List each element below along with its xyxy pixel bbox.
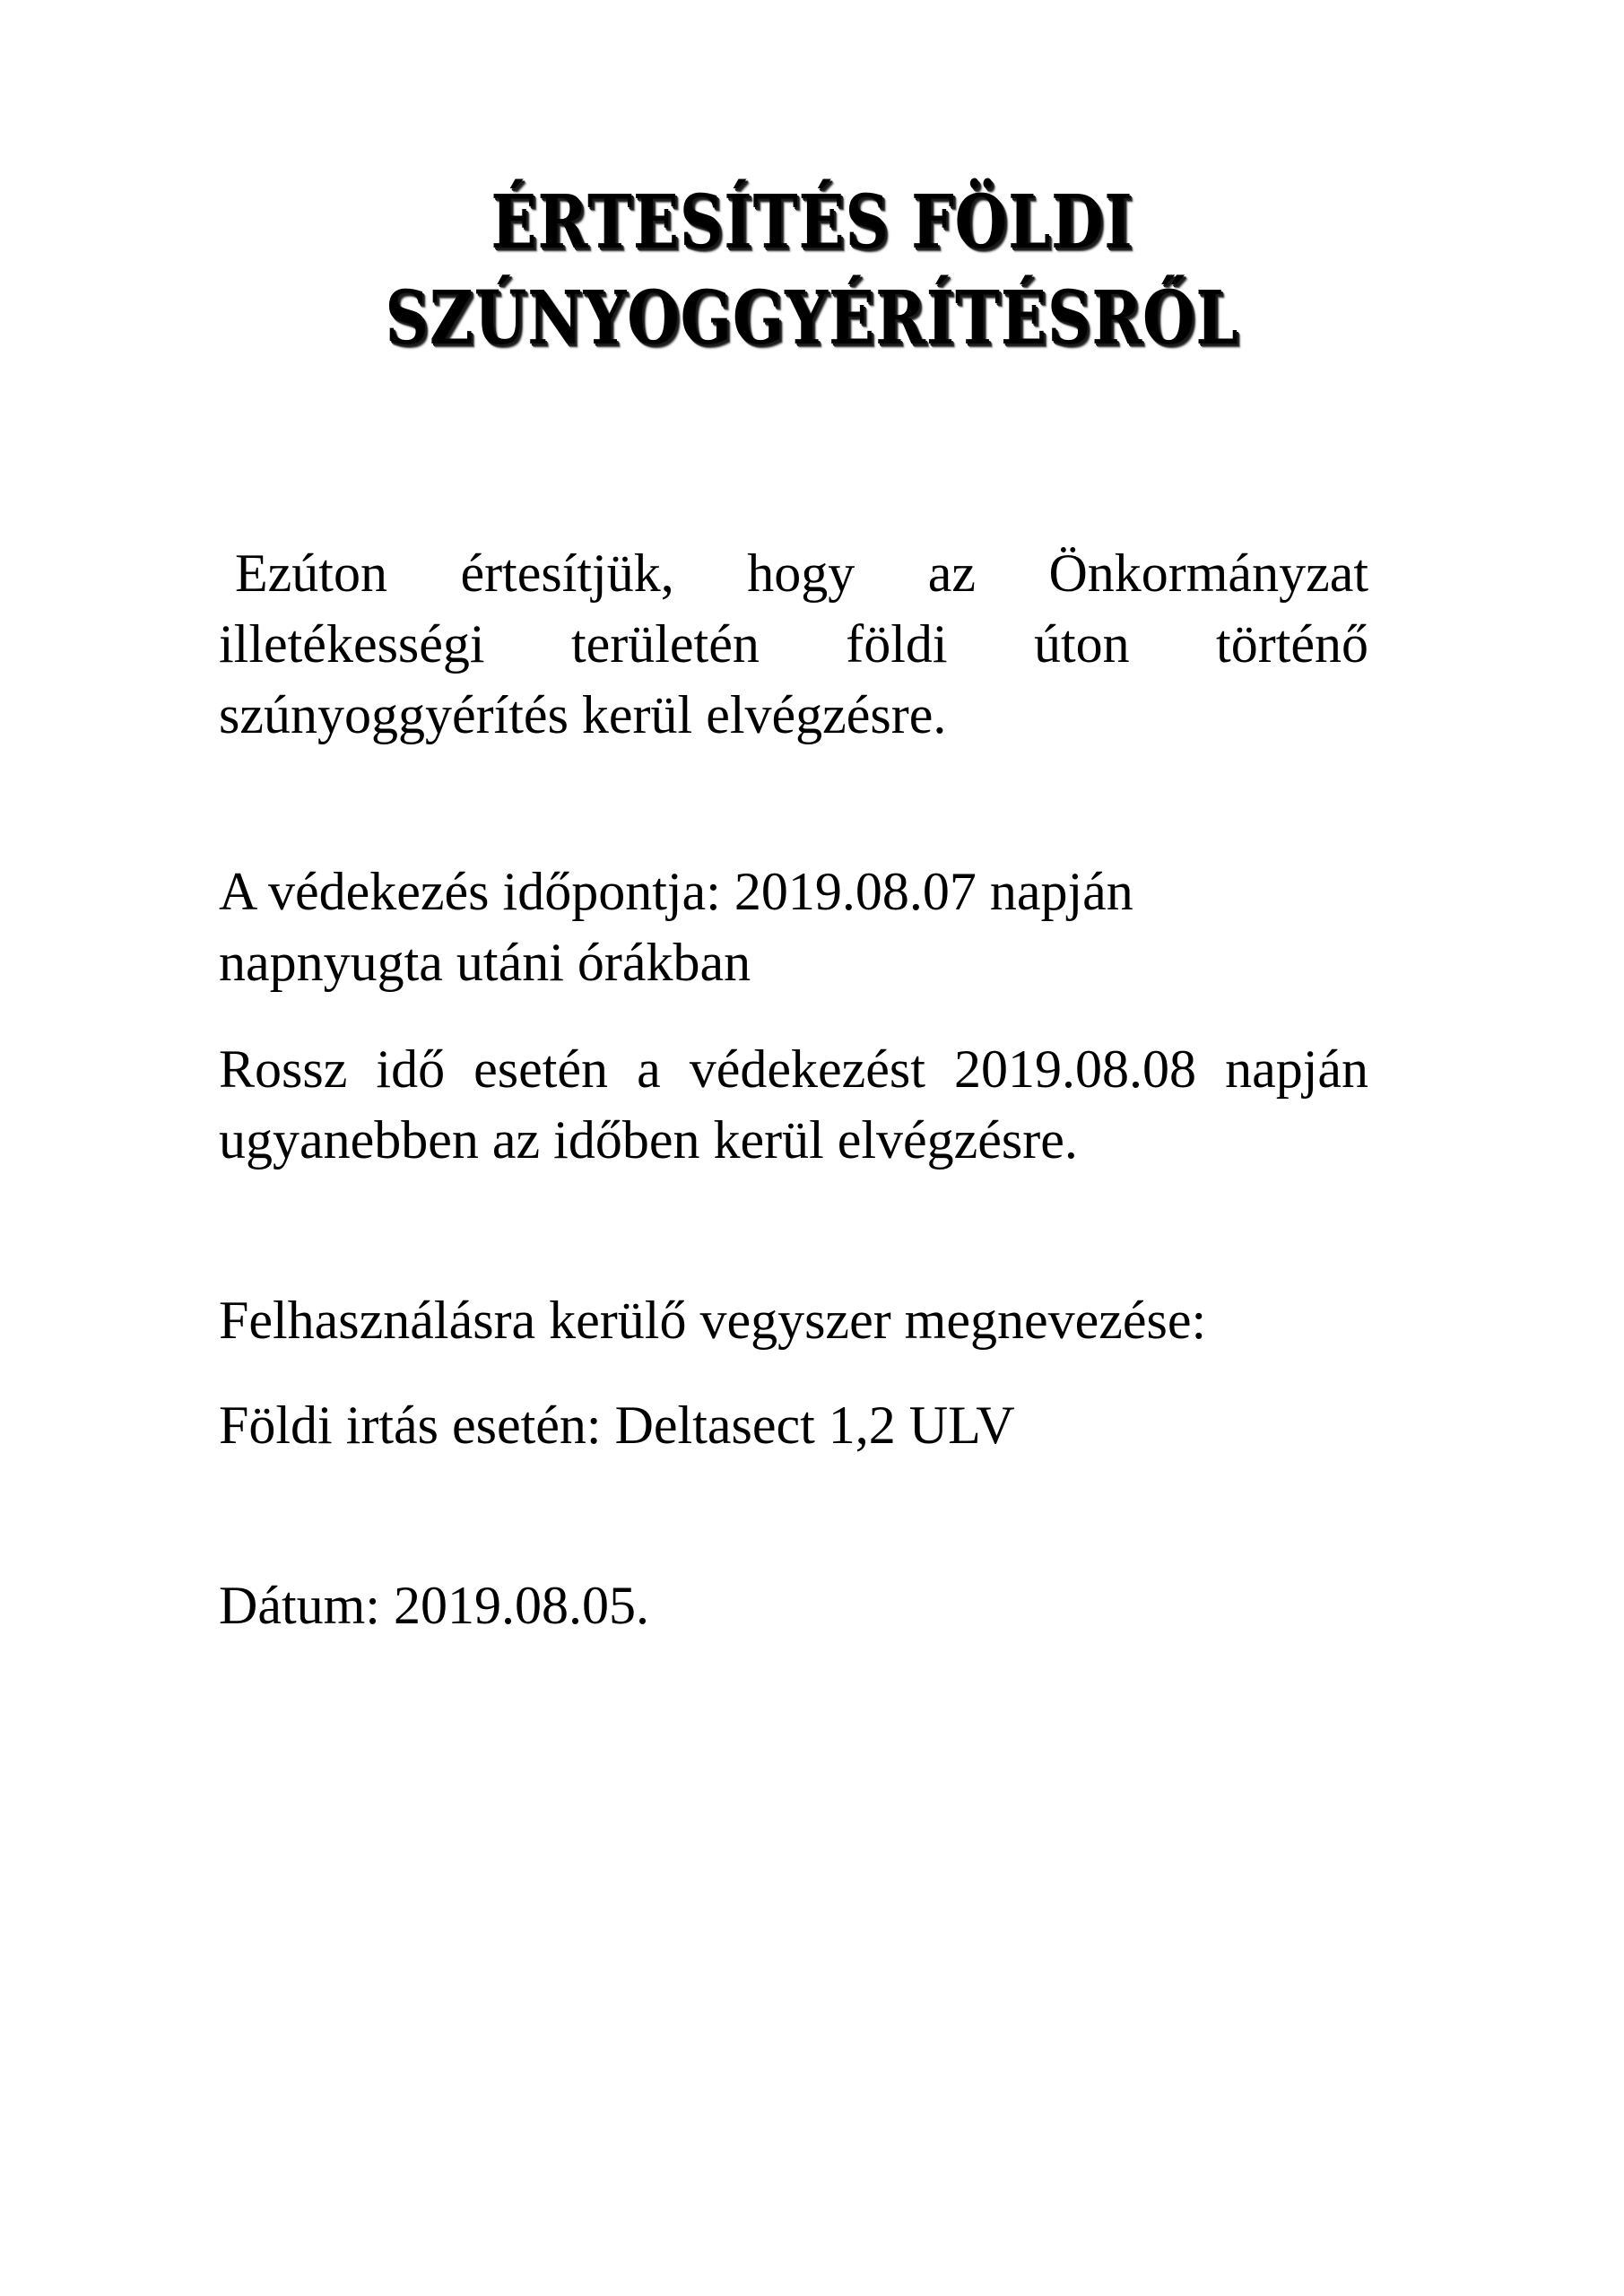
- spacer: [219, 1356, 1368, 1390]
- notice-body: [219, 538, 1368, 1641]
- spacer: [219, 1461, 1368, 1570]
- spacer: [219, 998, 1368, 1034]
- document-date: Dátum: 2019.08.05.: [219, 1576, 649, 1635]
- schedule-paragraph: A védekezés időpontja: 2019.08.07 napján napnyugta utáni órákban: [219, 862, 1133, 992]
- title-line-2: SZÚNYOGGYÉRÍTÉSRŐL: [385, 275, 1239, 361]
- chemical-heading: Felhasználásra kerülő vegyszer megnevezése:: [219, 1291, 1207, 1350]
- intro-paragraph: Ezúton értesítjük, hogy az Önkormányzat illetékességi területén földi úton történő szúnyoggyérítés kerül elvégzésre.: [219, 544, 1368, 744]
- chemical-detail: Földi irtás esetén: Deltasect 1,2 ULV: [219, 1396, 1015, 1455]
- spacer: [219, 751, 1368, 857]
- spacer: [219, 1176, 1368, 1285]
- page-title: [0, 176, 1624, 366]
- backup-paragraph: Rossz idő esetén a védekezést 2019.08.08 napján ugyanebben az időben kerül elvégzésre.: [219, 1039, 1368, 1170]
- title-line-1: ÉRTESÍTÉS FÖLDI: [491, 179, 1133, 265]
